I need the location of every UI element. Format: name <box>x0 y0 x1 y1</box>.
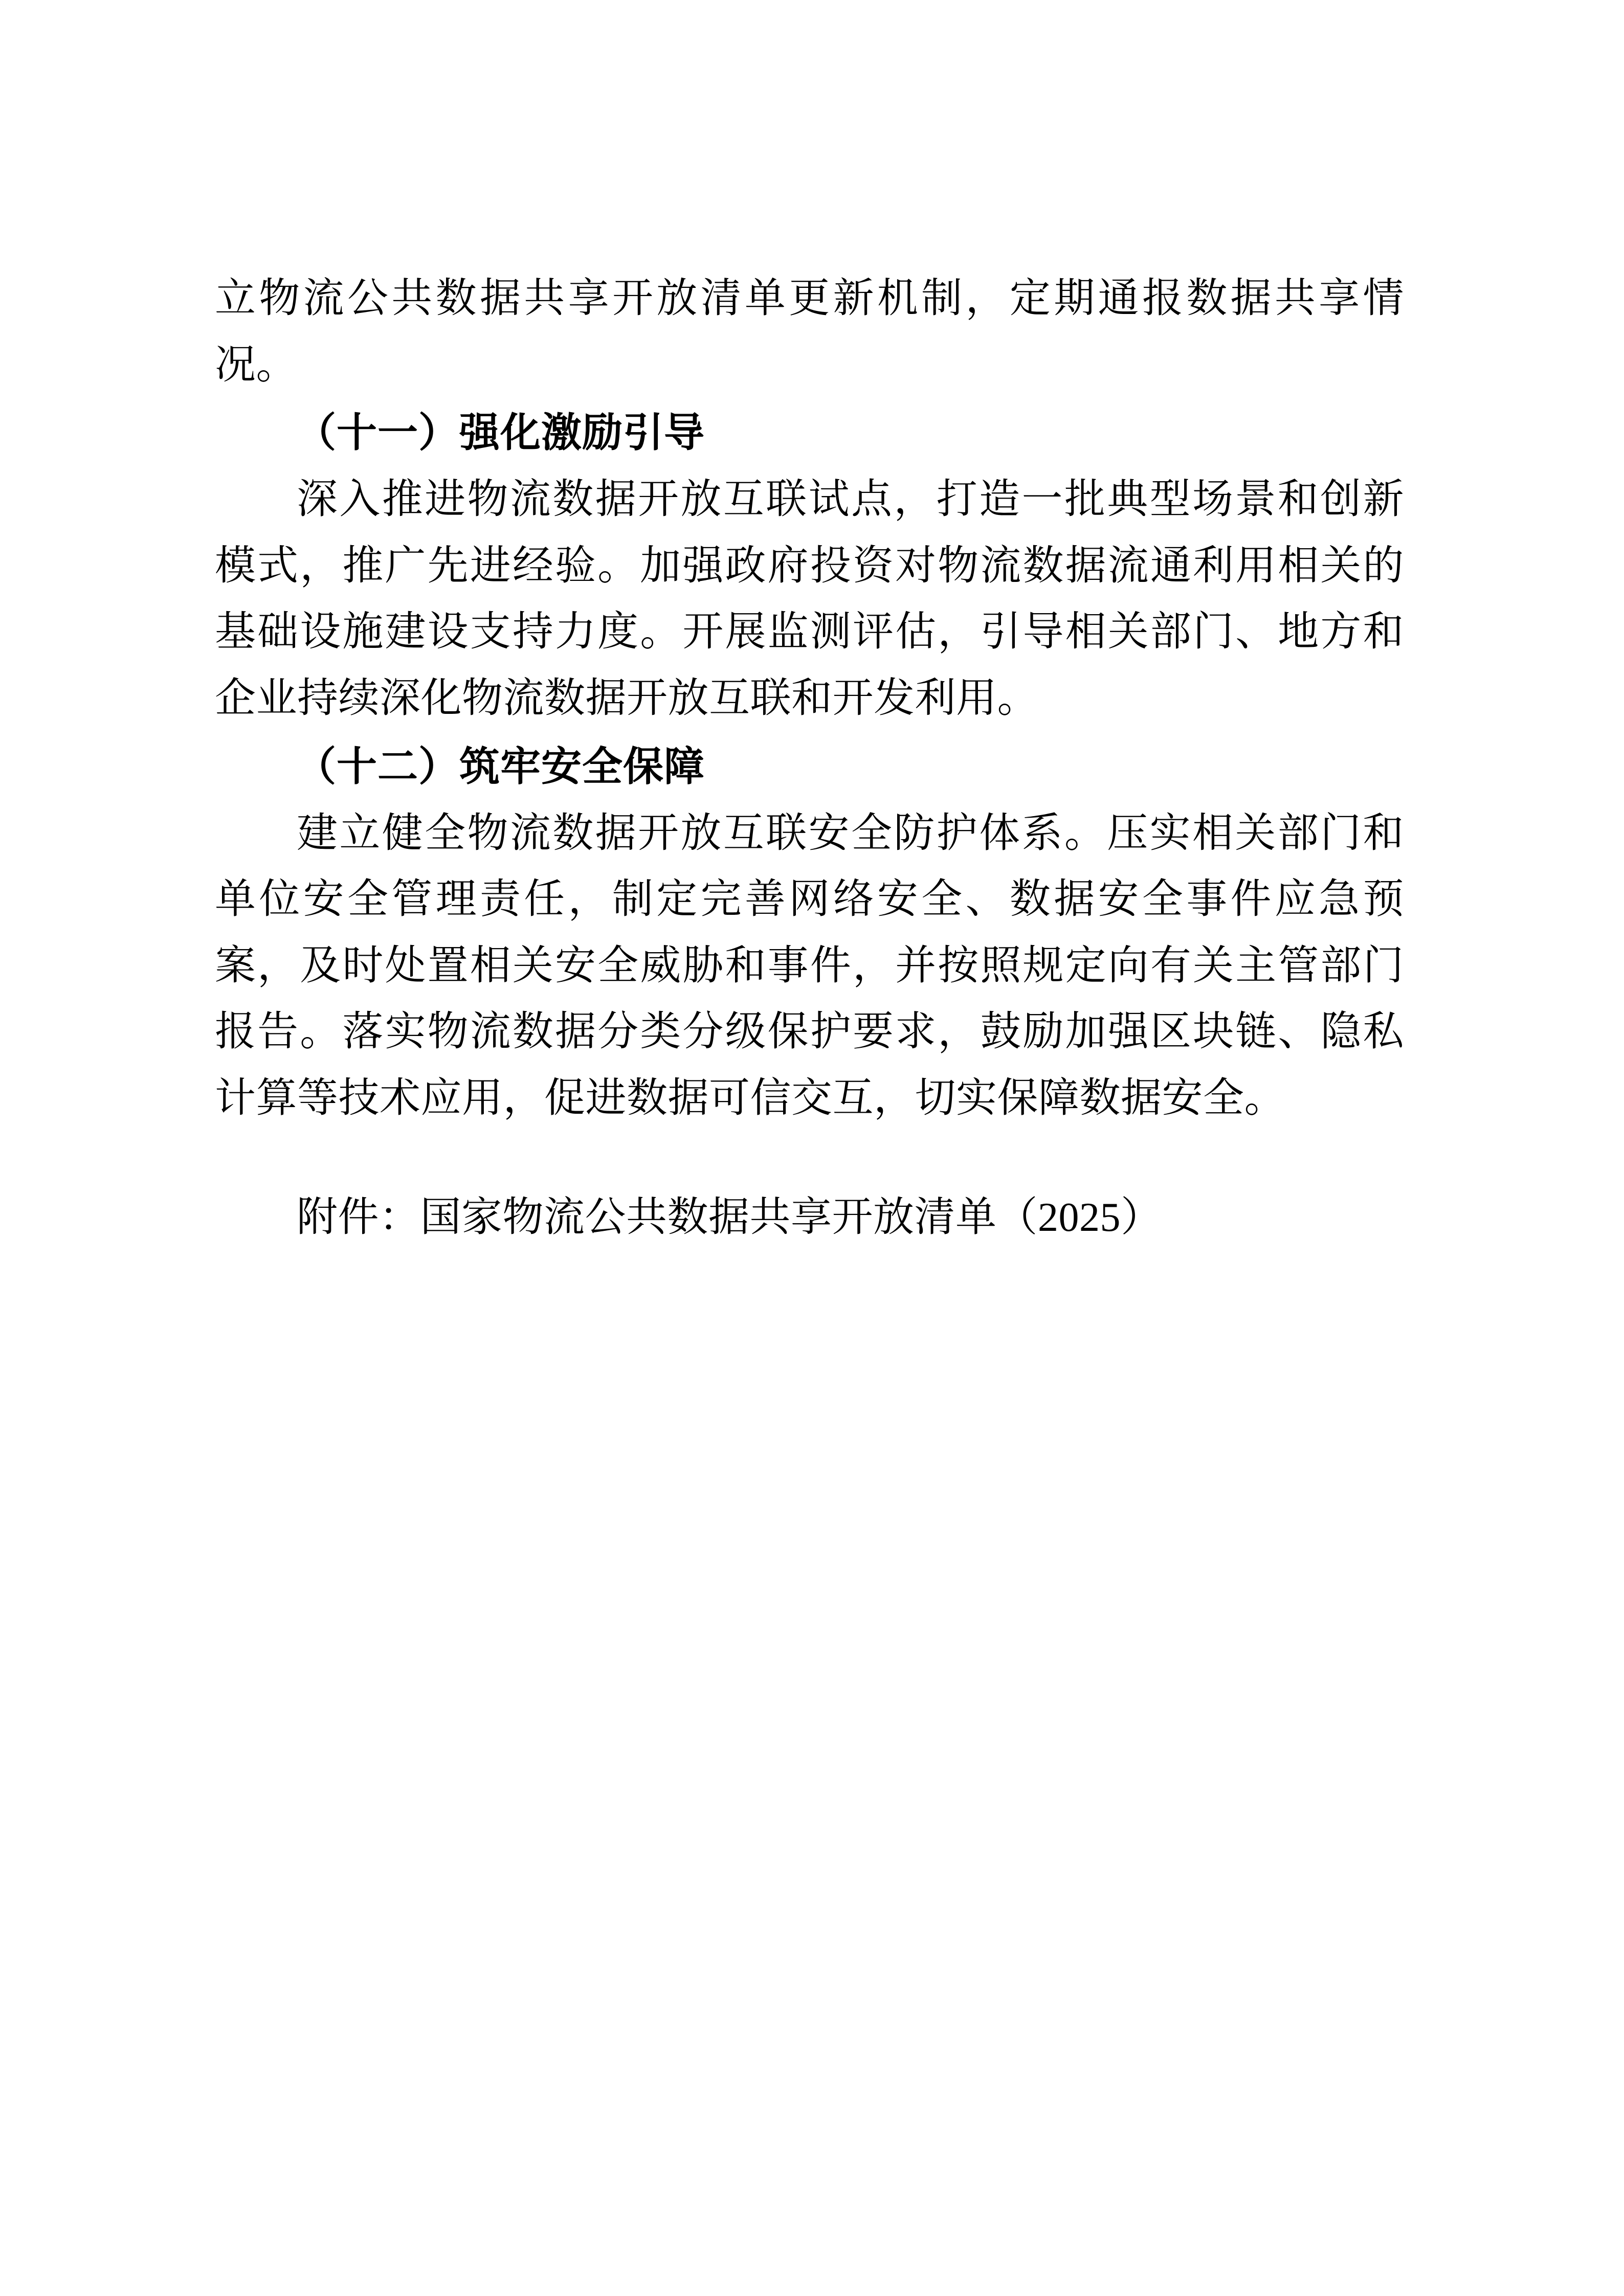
heading-section-eleven: （十一）强化激励引导 <box>296 409 705 457</box>
document-body <box>215 266 1404 1251</box>
paragraph-continued-data-sharing-list: 立物流公共数据共享开放清单更新机制，定期通报数据共享情况。 <box>215 276 1404 388</box>
attachment-line: 附件：国家物流公共数据共享开放清单（2025） <box>297 1195 1162 1241</box>
heading-section-twelve: （十二）筑牢安全保障 <box>296 742 705 790</box>
paragraph-section-twelve-body: 建立健全物流数据开放互联安全防护体系。压实相关部门和单位安全管理责任，制定完善网络安全、数据安全事件应急预案，及时处置相关安全威胁和事件，并按照规定向有关主管部门报告。落实物流数据分类分级保护要求，鼓励加强区块链、隐私计算等技术应用，促进数据可信交互，切实保障数据安全。 <box>215 811 1404 1121</box>
paragraph-section-eleven-body: 深入推进物流数据开放互联试点，打造一批典型场景和创新模式，推广先进经验。加强政府投资对物流数据流通利用相关的基础设施建设支持力度。开展监测评估，引导相关部门、地方和企业持续深化物流数据开放互联和开发利用。 <box>215 477 1404 721</box>
